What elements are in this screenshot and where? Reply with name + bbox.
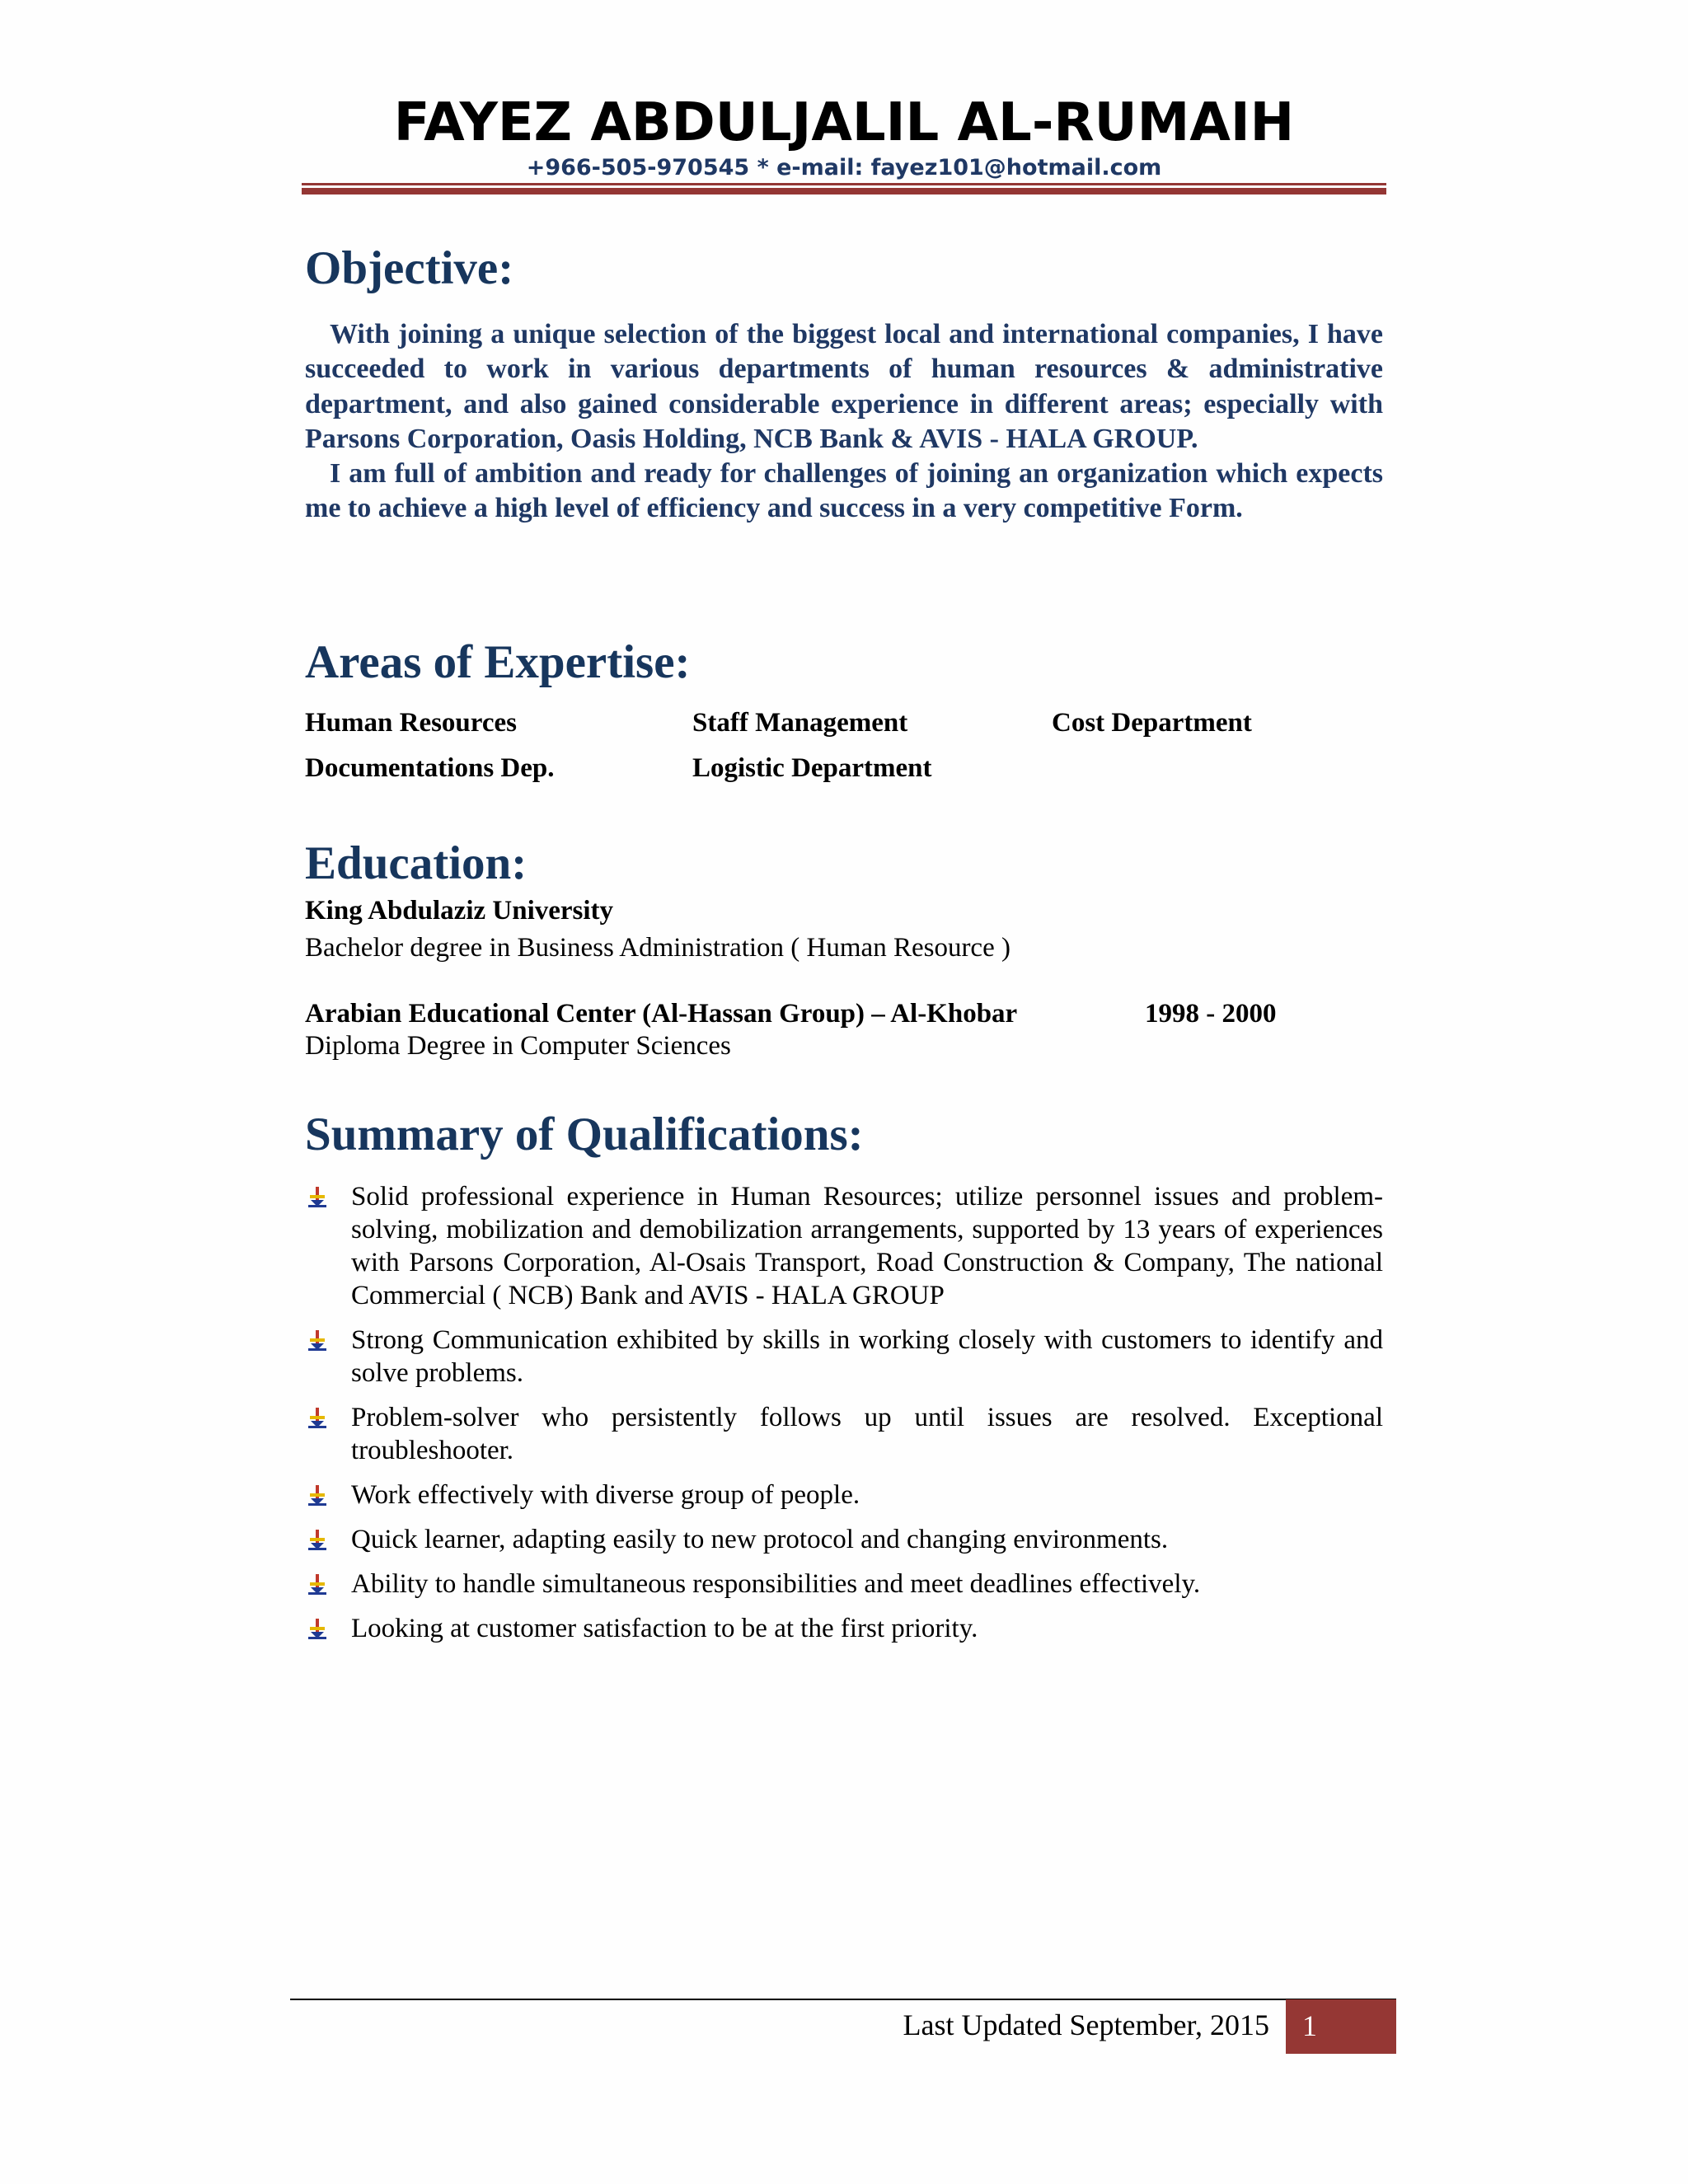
education-institution: King Abdulaziz University (305, 896, 614, 926)
plus-arrow-bullet-icon (308, 1574, 326, 1596)
candidate-name: FAYEZ ABDULJALIL AL-RUMAIH (393, 92, 1295, 153)
education-degree: Bachelor degree in Business Administration ( Human Resource ) (305, 933, 1010, 963)
qualification-text: Looking at customer satisfaction to be at the first priority. (351, 1614, 978, 1643)
objective-heading: Objective: (305, 242, 514, 294)
qualifications-heading: Summary of Qualifications: (305, 1108, 864, 1160)
expertise-heading: Areas of Expertise: (305, 636, 691, 688)
objective-paragraph: With joining a unique selection of the biggest local and international companies, I have succeeded to work in various departments of human resources & administrative department, and also gained considerable experience in different areas; especially with Parsons Corporation, Oasis Holding, NCB Bank & AVIS - HALA GROUP. (305, 319, 1383, 454)
list-item (305, 1324, 1383, 1390)
header-rule-thick (302, 188, 1386, 194)
plus-arrow-bullet-icon (308, 1619, 326, 1640)
qualification-text: Work effectively with diverse group of people. (351, 1480, 860, 1510)
list-item (305, 1180, 1383, 1312)
objective-paragraph: I am full of ambition and ready for challenges of joining an organization which expects me to achieve a high level of efficiency and success in a very competitive Form. (305, 458, 1383, 524)
plus-arrow-bullet-icon (308, 1187, 326, 1208)
education-years: 1998 - 2000 (1145, 999, 1277, 1029)
list-item (305, 1568, 1383, 1601)
education-heading: Education: (305, 837, 528, 889)
list-item (305, 1523, 1383, 1556)
objective-text (305, 317, 1383, 527)
expertise-item: Logistic Department (692, 753, 932, 783)
qualification-text: Problem-solver who persistently follows up until issues are resolved. Exceptional troubleshooter. (351, 1403, 1383, 1465)
qualifications-list (305, 1180, 1383, 1657)
page-number: 1 (1286, 1999, 1396, 2054)
qualification-text: Quick learner, adapting easily to new protocol and changing environments. (351, 1525, 1169, 1554)
footer-rule (290, 1999, 1396, 2000)
plus-arrow-bullet-icon (308, 1485, 326, 1507)
list-item (305, 1612, 1383, 1645)
header-rule-thin (302, 183, 1386, 185)
plus-arrow-bullet-icon (308, 1530, 326, 1551)
qualification-text: Ability to handle simultaneous responsibilities and meet deadlines effectively. (351, 1569, 1201, 1599)
education-degree: Diploma Degree in Computer Sciences (305, 1031, 731, 1061)
qualification-text: Strong Communication exhibited by skills in working closely with customers to identify and solve problems. (351, 1325, 1383, 1388)
education-institution: Arabian Educational Center (Al-Hassan Group) – Al-Khobar (305, 999, 1018, 1029)
expertise-item: Human Resources (305, 708, 517, 738)
contact-line: +966-505-970545 * e-mail: fayez101@hotmail.com (526, 155, 1162, 180)
last-updated: Last Updated September, 2015 (903, 2008, 1269, 2041)
list-item (305, 1401, 1383, 1467)
expertise-item: Cost Department (1052, 708, 1252, 738)
expertise-item: Documentations Dep. (305, 753, 555, 783)
plus-arrow-bullet-icon (308, 1330, 326, 1352)
plus-arrow-bullet-icon (308, 1408, 326, 1429)
list-item (305, 1479, 1383, 1511)
qualification-text: Solid professional experience in Human Resources; utilize personnel issues and problem-solving, mobilization and demobilization arrangements, supported by 13 years of experiences with Parsons Corporation, Al-Osais Transport, Road Construction & Company, The national Commercial ( NCB) Bank and AVIS - HALA GROUP (351, 1182, 1383, 1310)
expertise-item: Staff Management (692, 708, 908, 738)
